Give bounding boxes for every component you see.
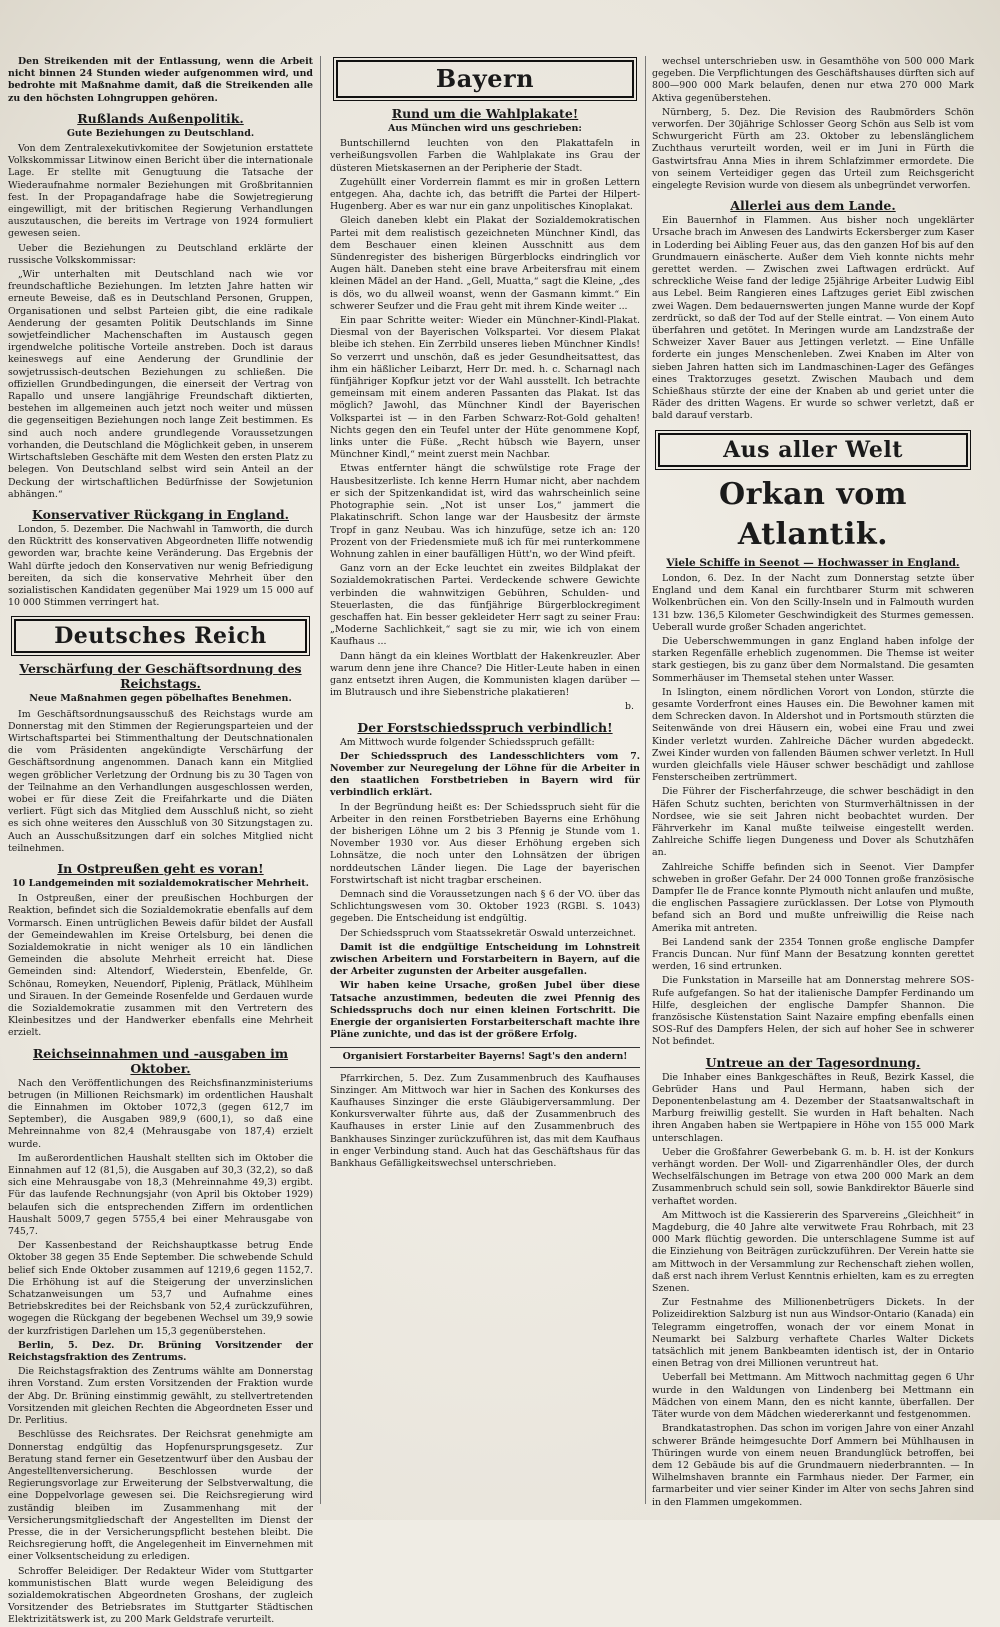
paragraph: Die Inhaber eines Bankgeschäftes in Reuß, Bezirk Kassel, die Gebrüder Hans und Paul Hermann, haben sich der Deponentenbelastung am 4. Dezember der Staatsanwaltschaft in Marburg freiwillig gestellt. Sie wurden in Haft behalten. Nach ihren Angaben haben sie Wertpapiere in Höhe von 155 000 Mark unterschlagen. [652,1071,974,1144]
paragraph: Ueber die Beziehungen zu Deutschland erklärte der russische Volkskommissar: [8,242,313,266]
call-to-action: Organisiert Forstarbeiter Bayerns! Sagt's den andern! [330,1047,640,1067]
paragraph: Im Geschäftsordnungsausschuß des Reichstags wurde am Donnerstag mit den Stimmen der Regierungsparteien und der Wirtschaftspartei bei Stimmenthaltung der Deutschnationalen die vom Präsidenten angekündigte Verschärfung der Geschäftsordnung angenommen. Danach kann ein Mitglied wegen gröblicher Verletzung der Ordnung bis zu 30 Tagen von der Teilnahme an den Verhandlungen ausgeschlossen werden, wobei er für diese Zeit die Freifahrkarte und die Diäten verliert. Fügt sich das Mitglied dem Ausschluß nicht, so zieht es sich ohne weiteres den Ausschluß von 30 Sitzungstagen zu. Auch an Ausschußsitzungen darf ein solches Mitglied nicht teilnehmen. [8,708,313,854]
subheadline: Aus München wird uns geschrieben: [388,123,582,134]
paragraph: In Islington, einem nördlichen Vorort von London, stürzte die gesamte Vorderfront eines Hauses ein. Die Bewohner kamen mit dem Schrecken davon. In Aldershot und in Portsmouth stürzten die Seitenwände von drei Häusern ein, wobei eine Frau und zwei Kinder verletzt wurden. Zahlreiche Dächer wurden abgedeckt. Zwei Kinder wurden von fallenden Bäumen schwer verletzt. In Hull wurden gleichfalls viele Häuser schwer beschädigt und zahllose Fensterscheiben zertrümmert. [652,686,974,784]
paragraph: Nach den Veröffentlichungen des Reichsfinanzministeriums betrugen (in Millionen Reichsmark) im ordentlichen Haushalt die Einnahmen im Oktober 1072,3 (gegen 612,7 im September), die Ausgaben 989,9 (600,1), so daß eine Mehreinnahme von 82,4 (Mehrausgabe von 187,4) erzielt wurde. [8,1077,313,1150]
author-signature: b. [625,701,634,713]
paragraph: In der Begründung heißt es: Der Schiedsspruch sieht für die Arbeiter in den reinen Forstbetrieben Bayerns eine Erhöhung der bisherigen Löhne um 2 bis 3 Pfennig je Stunde vom 1. November 1930 vor. Aus dieser Erhöhung ergeben sich Lohnsätze, die noch unter den Lohnsätzen der übrigen norddeutschen Länder liegen. Die Lage der bayerischen Forstwirtschaft ist nicht tragbar erscheinen. [330,801,640,886]
paragraph: Brandkatastrophen. Das schon im vorigen Jahre von einer Anzahl schwerer Brände heimgesuchte Dorf Ammern bei Mühlhausen in Thüringen wurde von einem neuen Brandunglück betroffen, bei dem 12 Gebäude bis auf die Grundmauern niederbrannten. — In Wilhelmshaven brannte ein Farmhaus nieder. Der Farmer, ein farmarbeiter und vier seiner Kinder im Alter von sechs Jahren sind in den Flammen umgekommen. [652,1423,974,1508]
paragraph: Die Reichstagsfraktion des Zentrums wählte am Donnerstag ihren Vorstand. Zum ersten Vorsitzenden der Fraktion wurde der Abg. Dr. Brüning einstimmig gewählt, zu stellvertretenden Vorsitzenden mit gleichen Rechten die Abgeordneten Esser und Dr. Perlitius. [8,1366,313,1427]
paragraph: Der Schiedsspruch des Landesschlichters vom 7. November zur Neuregelung der Löhne für die Arbeiter in den staatlichen Forstbetrieben in Bayern wird für verbindlich erklärt. [330,750,640,799]
headline-zentrum: Berlin, 5. Dez. Dr. Brüning Vorsitzender der Reichstagsfraktion des Zentrums. [8,1339,313,1364]
paragraph: Etwas entfernter hängt die schwülstige rote Frage der Hausbesitzerliste. Ich kenne Herrn Humar nicht, aber nachdem er sich der Spitzenkandidat ist, wird das wahrscheinlich seine Photographie sein. „Not ist unser Los,“ jammert die Plakatinschrift. Schon lange war der Hausbesitz der ärmste Tropf in ganz Neubau. Was ich hinzufüge, setze ich an: 120 Prozent von der Friedensmiete muß ich für mei runterkommene Wohnung zahlen in einer baufälligen Hütt'n, wo der Wind pfeift. [330,463,640,560]
headline-wahlplakate: Rund um die Wahlplakate! [391,106,579,121]
paragraph: Zugehüllt einer Vorderrein flammt es mir in großen Lettern entgegen. Aha, dachte ich, das betrifft die Partei der Hilpert-Hugenberg. Aber es war nur ein ganz unpolitisches Kinoplakat. [330,176,640,213]
paragraph: London, 6. Dez. In der Nacht zum Donnerstag setzte über England und dem Kanal ein furchtbarer Sturm mit schweren Wolkenbrüchen ein. Von den Scilly-Inseln und in Falmouth wurden 131 bzw. 136,5 Kilometer Geschwindigkeit des Sturmes gemessen. Ueberall wurde großer Schaden angerichtet. [652,572,974,633]
column-left [8,56,313,1626]
section-header-aus-aller-welt: Aus aller Welt [658,433,968,467]
paragraph: Im außerordentlichen Haushalt stellten sich im Oktober die Einnahmen auf 12 (81,5), die Ausgaben auf 30,3 (32,2), so daß sich eine Mehrausgabe von 18,3 (Mehreinnahme 49,3) ergibt. Für das laufende Rechnungsjahr (von April bis Oktober 1929) belaufen sich die entsprechenden Ziffern im ordentlichen Haushalt 5009,7 gegen 5755,4 bei einer Mehrausgabe von 745,7. [8,1152,313,1238]
column-rule [320,56,321,1504]
paragraph: Zahlreiche Schiffe befinden sich in Seenot. Vier Dampfer schweben in großer Gefahr. Der 24 000 Tonnen große französische Dampfer Ile de France konnte Plymouth nicht anlaufen und mußte, die englischen Passagiere zurücklassen. Der Lotse von Plymouth befand sich an Bord und mußte unfreiwillig die Reise nach Amerika mit antreten. [652,861,974,934]
section-header-deutsches-reich: Deutsches Reich [14,619,307,653]
paragraph: Gleich daneben klebt ein Plakat der Sozialdemokratischen Partei mit dem realistisch gezeichneten Münchner Kindl, das dem Beschauer einen kleinen Ausschnitt aus dem Sündenregister des bisherigen Bürgerblocks eindringlich vor Augen hält. Daneben steht eine brave Arbeitersfrau mit einem kleinen Mädel an der Hand. „Gell, Muatta,“ sagt die Kleine, „des is dös, wo du allweil woanst, wenn der Gasmann kimmt.“ Ein schwerer Seufzer und die Frau geht mit ihrem Kinde weiter ... [330,215,640,312]
paragraph: Ein paar Schritte weiter: Wieder ein Münchner-Kindl-Plakat. Diesmal von der Bayerischen Volkspartei. Vor diesem Plakat bleibe ich stehen. Ein Zerrbild unseres lieben Münchner Kindls! So verzerrt und unschön, daß es jeder Gesundheitsattest, das ihm ein häßlicher Leibarzt, Herr Dr. med. h. c. Scharnagl nach fünfjähriger Kopfkur jetzt vor der Wahl ausstellt. Ich betrachte gemeinsam mit einem anderen Passanten das Plakat. Ist das möglich? Jawohl, das Münchner Kindl der Bayerischen Volkspartei ist — in den Farben Schwarz-Rot-Gold gehalten! Nichts gegen den ein Teufel unter der Hüte genommene Kopf, links unter die Füße. „Recht hübsch wie Bayern, unser Münchner Kindl,“ meint zuerst mein Nachbar. [330,315,640,461]
headline-allerlei: Allerlei aus dem Lande. [730,198,896,214]
paragraph: Der Kassenbestand der Reichshauptkasse betrug Ende Oktober 38 gegen 35 Ende September. Die schwebende Schuld belief sich Ende Oktober zusammen auf 1219,6 gegen 1152,7. Die Erhöhung ist auf die Steigerung der unverzinslichen Schatzanweisungen um 53,7 und Aufnahme eines Betriebskredites bei der Reichsbank von 52,4 zurückzuführen, wogegen die Rückgang der begebenen Wechsel um 39,9 sowie der kurzfristigen Darlehen um 15,3 gegenüberstehen. [8,1240,313,1337]
paragraph: Am Mittwoch wurde folgender Schiedsspruch gefällt: [340,736,595,748]
paragraph: Ganz vorn an der Ecke leuchtet ein zweites Bildplakat der Sozialdemokratischen Partei. Verdeckende schwere Gewichte verbinden die wahnwitzigen Gebühren, Schulden- und Steuerlasten, die das fünfjährige Bürgerblockregiment geschaffen hat. Ein besser gekleideter Herr sagt zu seiner Frau: „Moderne Sachlichkeit,“ sagt sie zu mir, wie ich von einem Kaufhaus ... [330,563,640,648]
subheadline: Gute Beziehungen zu Deutschland. [66,127,255,139]
paragraph: Ein Bauernhof in Flammen. Aus bisher noch ungeklärter Ursache brach im Anwesen des Landwirts Eckersberger zum Kaser in Loderding bei Aibling Feuer aus, das den ganzen Hof bis auf den Grundmauern einäscherte. Außer dem Vieh konnte nichts mehr gerettet werden. — Zwischen zwei Laftwagen erdrückt. Auf schreckliche Weise fand der ledige 25jährige Arbeiter Ludwig Eibl aus Lebel. Beim Rangieren eines Laftzuges geriet Eibl zwischen zwei Wagen. Dem bedauernswerten jungen Manne wurde der Kopf zerdrückt, so daß der Tod auf der Stelle eintrat. — Von einem Auto überfahren und getötet. In Meringen wurde am Landzstraße der Schweizer Xaver Bauer aus Jettingen verletzt. — Eine Unfälle forderte ein junges Menschenleben. Zwei Knaben im Alter von sieben Jahren hatten sich im Landmaschinen-Lager des Gefänges eines Traktorzuges gesetzt. Zwischen Maubach und dem Schießhaus stürzte der eine der Knaben ab und geriet unter die Räder des dritten Wagens. Er wurde so schwer verletzt, daß er bald darauf verstarb. [652,215,974,422]
subheadline: 10 Landgemeinden mit sozialdemokratischer Mehrheit. [12,877,309,889]
headline-russland: Rußlands Außenpolitik. [77,110,244,126]
column-middle [330,56,640,1504]
paragraph: Bei Landend sank der 2354 Tonnen große englische Dampfer Francis Duncan. Nur fünf Mann der Besatzung konnten gerettet werden, 16 sind ertrunken. [652,936,974,973]
paragraph: Wir haben keine Ursache, großen Jubel über diese Tatsache anzustimmen, bedeuten die zwei Pfennig des Schiedsspruchs doch nur einen kleinen Fortschritt. Die Energie der organisierten Forstarbeiterschaft machte ihre Pläne zunichte, und das ist der größere Erfolg. [330,980,640,1041]
headline-england: Konservativer Rückgang in England. [32,506,289,522]
paragraph: Demnach sind die Voraussetzungen nach § 6 der VO. über das Schlichtungswesen vom 30. Oktober 1923 (RGBl. S. 1043) gegeben. Die Entscheidung ist endgültig. [330,888,640,925]
paragraph: Buntschillernd leuchten von den Plakattafeln in verheißungsvollen Farben die Wahlplakate ins Grau der düsteren Mietskasernen an der Peripherie der Stadt. [330,138,640,174]
column-rule [645,56,646,1504]
paragraph: Von dem Zentralexekutivkomitee der Sowjetunion erstattete Volkskommissar Litwinow einen Bericht über die internationale Lage. Er stellte mit Genugtuung die Tatsache der Wiederaufnahme normaler Beziehungen mit Großbritannien fest. In der Propagandafrage habe die Sowjetregierung eingewilligt, mit der britischen Regierung Verhandlungen auszutauschen, die bereits im Vertrage von 1924 formuliert gewesen seien. [8,143,313,240]
headline-ostpreussen: In Ostpreußen geht es voran! [57,860,264,876]
paragraph: Dann hängt da ein kleines Wortblatt der Hakenkreuzler. Aber warum denn jene ihre Chance? Die Hitler-Leute haben in einen ganz entsetzt ihren Augen, die Kommunisten klagen darüber — im Blutrausch und ihre Siebenstriche plakatieren! [330,650,640,699]
paragraph: Pfarrkirchen, 5. Dez. Zum Zusammenbruch des Kaufhauses Sinzinger. Am Mittwoch war hier in Sachen des Konkurses des Kaufhauses Sinzinger die erste Gläubigerversammlung. Der Konkursverwalter führte aus, daß der Zusammenbruch des Kaufhauses in erster Linie auf den Zusammenbruch des Bankhauses Sinzinger zurückzuführen ist, das mit dem Kaufhaus in enger Verbindung stand. Auch hat das Geschäftshaus für das Bankhaus Gefälligkeitswechsel unterschrieben. [330,1072,641,1170]
subheadline: Neue Maßnahmen gegen pöbelhaftes Benehmen. [29,693,292,705]
paragraph: Der Schiedsspruch vom Staatssekretär Oswald unterzeichnet. [340,927,636,939]
column-right [652,56,975,1508]
paragraph: London, 5. Dezember. Die Nachwahl in Tamworth, die durch den Rücktritt des konservativen Abgeordneten Iliffe notwendig geworden war, brachte keine Veränderung. Das Ergebnis der Wahl dürfte jedoch den Konservativen nur wenig Befriedigung bereiten, da sich die konservative Mehrheit über den sozialistischen Kandidaten gegenüber Mai 1929 um 15 000 auf 10 000 Stimmen verringert hat. [8,523,313,609]
paragraph: „Wir unterhalten mit Deutschland nach wie vor freundschaftliche Beziehungen. Im letzten Jahre hatten wir erneute Beweise, daß es in Deutschland Personen, Gruppen, Organisationen und selbst Parteien gibt, die eine radikale Aenderung der gesamten Politik Deutschlands im Sinne sowjetfeindlicher Machenschaften im Austausch gegen irgendwelche politische Vorteile anstreben. Doch ist daraus keineswegs auf eine Aenderung der Grundlinie der sowjetrussisch-deutschen Beziehungen zu schließen. Die offiziellen Grundbedingungen, die einerseit der Vertrag von Rapallo und unsere langjährige Freundschaft diktierten, bestehen im allgemeinen auch jetzt noch weiter und müssen die gegenseitigen Beziehungen noch lange Zeit bestimmen. Es sind auch noch andere grundlegende Voraussetzungen vorhanden, die Deutschland die Möglichkeit geben, in unserem Wirtschaftsleben Geschäfte mit dem Westen den ersten Platz zu belegen. Von Deutschland selbst wird sein Anteil an der Deckung der wirtschaftlichen Bedürfnisse der Sowjetunion abhängen.“ [8,269,313,500]
headline-forstschiedsspruch: Der Forstschiedsspruch verbindlich! [357,719,613,735]
paragraph: Nürnberg, 5. Dez. Die Revision des Raubmörders Schön verworfen. Der 30jährige Schlosser Georg Schön aus Selb ist vom Schwurgericht Fürth am 23. Oktober zu lebenslänglichem Zuchthaus verurteilt worden, weil er im Juni in Fürth die Gastwirtsfrau Anna Mies in ihrem Schlafzimmer ermordete. Die von seinem Verteidiger gegen das Urteil zum Reichsgericht eingelegte Revision wurde von diesem als unbegründet verworfen. [652,106,974,192]
paragraph: Die Führer der Fischerfahrzeuge, die schwer beschädigt in den Häfen Schutz suchten, berichten von Sturmverhältnissen in der Nordsee, wie sie seit Jahren nicht beobachtet wurden. Der Fährverkehr im Kanal mußte teilweise eingestellt werden. Zahlreiche Schiffe liegen Dungeness und Dover als Schutzhäfen an. [652,786,974,859]
paragraph: Schroffer Beleidiger. Der Redakteur Wider vom Stuttgarter kommunistischen Blatt wurde wegen Beleidigung des sozialdemokratischen Abgeordneten Groshans, der zugleich Vorsitzender des Betriebsrates im Stuttgarter Städtischen Elektrizitätswerk ist, zu 200 Mark Geldstrafe verurteilt. [8,1565,313,1626]
paragraph: Die Funkstation in Marseille hat am Donnerstag mehrere SOS-Rufe aufgefangen. So hat der italienische Dampfer Ferdinando um Hilfe, desgleichen der englische Dampfer Shannon. Die französische Küstenstation Saint Nazaire empfing ebenfalls einen SOS-Ruf des Dampfers Helen, der sich auf hoher See in schwerer Not befindet. [652,975,974,1048]
paragraph: Damit ist die endgültige Entscheidung im Lohnstreit zwischen Arbeitern und Forstarbeitern in Bayern, auf die der Arbeiter zugunsten der Arbeiter ausgefallen. [330,941,640,978]
paragraph: Beschlüsse des Reichsrates. Der Reichsrat genehmigte am Donnerstag endgültig das Hopfenursprungsgesetz. Zur Beratung stand ferner ein Gesetzentwurf über den Ausbau der Angestelltenversicherung. Beschlossen wurde der Regierungsvorlage zur Erweiterung der Selbstverwaltung, die eine Doppelvorlage gewesen sei. Die Reichsregierung wird zuständig bleiben im Zusammenhang mit der Versicherungsmitgliedschaft der Angestellten im Dienst der Presse, die in der Versicherungspflicht bestehen bleibt. Die Reichsregierung hofft, die Angelegenheit im Einvernehmen mit einer Volksentscheidung zu erledigen. [8,1429,313,1563]
paragraph: wechsel unterschrieben usw. in Gesamthöhe von 500 000 Mark gegeben. Die Verpflichtungen des Geschäftshauses dürften sich auf 800—900 000 Mark belaufen, denen nur etwa 270 000 Mark Aktiva gegenüberstehen. [652,56,975,104]
paragraph: Ueber die Großfahrer Gewerbebank G. m. b. H. ist der Konkurs verhängt worden. Der Woll- und Zigarrenhändler Oles, der durch Wechselfälschungen im Betrage von etwa 200 000 Mark an dem Zusammenbruch schuld sein soll, sowie Bankdirektor Bäuerle sind verhaftet worden. [652,1146,974,1207]
section-header-bayern: Bayern [336,60,634,98]
article-fragment: Den Streikenden mit der Entlassung, wenn die Arbeit nicht binnen 24 Stunden wieder aufgenommen wird, und bedrohte mit Maßnahme damit, daß die Streikenden alle zu den höchsten Lohngruppen gehören. [8,56,313,104]
paragraph: Zur Festnahme des Millionenbetrügers Dickets. In der Polizeidirektion Salzburg ist nun aus Windsor-Ontario (Kanada) ein Telegramm eingetroffen, wonach der vor einem Monat in Neumarkt bei Salzburg verhaftete Charles Walter Dickets tatsächlich mit jenem Bankbeamten identisch ist, der in Ontario einen Betrag von drei Millionen veruntreut hat. [652,1297,974,1370]
paragraph: Ueberfall bei Mettmann. Am Mittwoch nachmittag gegen 6 Uhr wurde in den Waldungen von Lindenberg bei Mettmann ein Mädchen von einem Mann, den es nicht kannte, überfallen. Der Täter wurde von dem Mädchen wiedererkannt und festgenommen. [652,1372,974,1421]
paragraph: Die Ueberschwemmungen in ganz England haben infolge der starken Regenfälle erheblich zugenommen. Die Themse ist weiter stark gestiegen, bis zu ganz über dem Normalstand. Die gesamten Sommerhäuser im Themsetal stehen unter Wasser. [652,635,974,684]
headline-geschaeftsordnung: Verschärfung der Geschäftsordnung des Reichstags. [19,661,302,692]
subheadline: Viele Schiffe in Seenot — Hochwasser in England. [666,556,960,569]
paragraph: Am Mittwoch ist die Kassiererin des Sparvereins „Gleichheit“ in Magdeburg, die 40 Jahre alte verwitwete Frau Rohrbach, mit 23 000 Mark flüchtig geworden. Die unterschlagene Summe ist auf die Einziehung von Beiträgen zurückzuführen. Der Verein hatte sie am Mittwoch in der Versammlung zur Rechenschaft ziehen wollen, daß erst nach ihrem Verlust Kenntnis erhielten, kam es zu erregten Szenen. [652,1209,974,1295]
headline-orkan: Orkan vom Atlantik. [718,476,908,552]
paragraph: In Ostpreußen, einer der preußischen Hochburgen der Reaktion, befindet sich die Sozialdemokratie ebenfalls auf dem Vormarsch. Einen untrüglichen Beweis dafür bildet der Ausfall der Gemeindewahlen im Kreise Ortelsburg, bei denen die Sozialdemokratie in nicht weniger als 10 ein ländlichen Gemeinden die absolute Mehrheit erreicht hat. Diese Gemeinden sind: Altendorf, Wiederstein, Ebenfelde, Gr. Schönau, Romeyken, Neuendorf, Piplenig, Prätlack, Mühlheim und Sirauen. In der Gemeinde Rosenfelde und Gerdauen wurde die Sozialdemokratie zusammen mit den Vertretern des Kleinbesitzes und der Handwerker ebenfalls eine Mehrheit erzielt. [8,893,313,1039]
headline-untreue: Untreue an der Tagesordnung. [705,1054,921,1070]
headline-reichseinnahmen: Reichseinnahmen und -ausgaben im Oktober. [32,1045,289,1076]
